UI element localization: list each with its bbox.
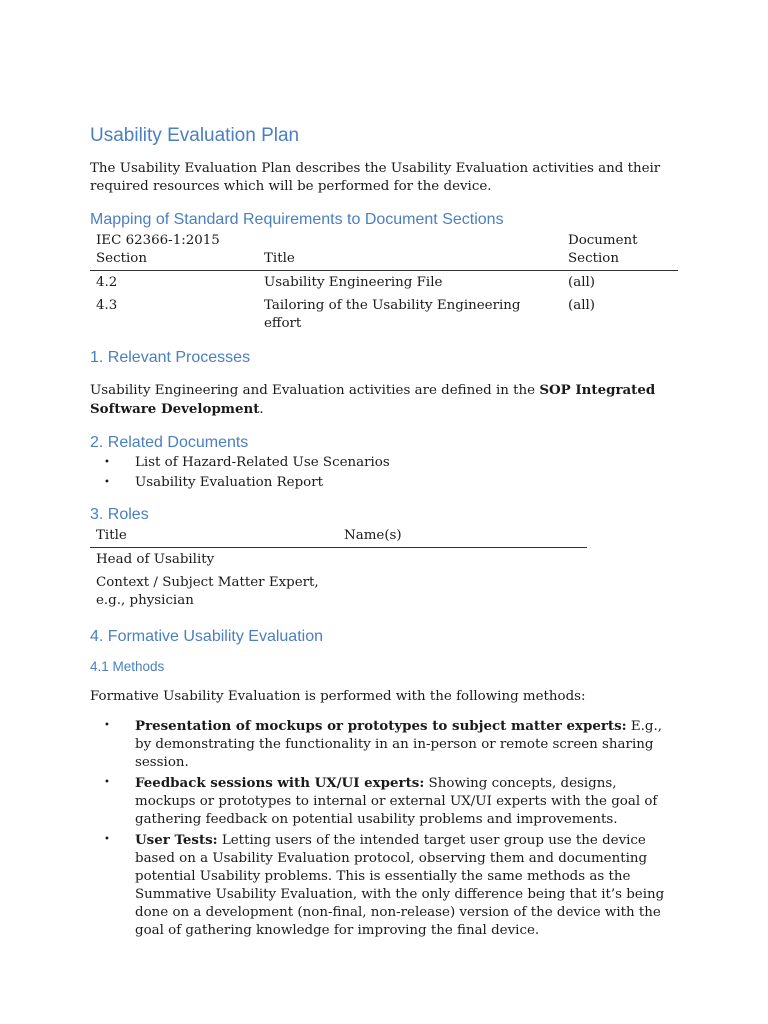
method-name: User Tests:	[135, 832, 218, 848]
list-item	[90, 717, 680, 772]
related-heading: 2. Related Documents	[90, 434, 249, 451]
table-row	[90, 294, 678, 335]
mapping-col-docsection-line1: Document	[568, 233, 638, 248]
role-names	[338, 571, 587, 612]
intro-paragraph: The Usability Evaluation Plan describes the Usability Evaluation activities and their required resources which will be performed for the device.	[90, 161, 661, 194]
processes-text: Usability Engineering and Evaluation activities are defined in the	[90, 383, 540, 398]
mapping-col-section-line2: Section	[96, 251, 147, 266]
list-item	[90, 454, 680, 472]
mapping-col-title: Title	[258, 232, 562, 271]
related-item-text: List of Hazard-Related Use Scenarios	[135, 455, 390, 470]
bullet-icon: •	[104, 720, 110, 731]
roles-table	[90, 527, 587, 612]
bullet-icon: •	[104, 834, 110, 845]
role-title: Context / Subject Matter Expert, e.g., physician	[96, 575, 319, 608]
related-documents-list	[90, 454, 680, 492]
methods-intro: Formative Usability Evaluation is performed with the following methods:	[90, 689, 586, 704]
document-title: Usability Evaluation Plan	[90, 125, 300, 146]
document-content	[90, 123, 680, 940]
mapping-table	[90, 232, 678, 335]
mapping-heading: Mapping of Standard Requirements to Document Sections	[90, 211, 504, 228]
mapping-cell-docsection: (all)	[568, 275, 595, 290]
mapping-col-docsection	[562, 232, 678, 271]
bullet-icon: •	[104, 477, 110, 488]
methods-heading: 4.1 Methods	[90, 659, 165, 674]
role-title: Head of Usability	[96, 552, 215, 567]
methods-list	[90, 717, 680, 940]
bullet-icon: •	[104, 777, 110, 788]
mapping-cell-section: 4.3	[96, 298, 118, 313]
method-name: Presentation of mockups or prototypes to subject matter experts:	[135, 718, 627, 734]
list-item	[90, 774, 680, 829]
mapping-cell-section: 4.2	[96, 275, 118, 290]
mapping-col-section	[90, 232, 258, 271]
roles-col-names: Name(s)	[338, 527, 587, 548]
processes-sop-link-text: SOP Integrated Software Development	[90, 382, 656, 417]
method-name: Feedback sessions with UX/UI experts:	[135, 775, 425, 791]
list-item	[90, 474, 680, 492]
table-row	[90, 571, 587, 612]
list-item	[90, 831, 680, 940]
mapping-cell-title: Tailoring of the Usability Engineering effort	[264, 298, 521, 331]
table-row	[90, 271, 678, 295]
processes-heading: 1. Relevant Processes	[90, 349, 251, 366]
roles-heading: 3. Roles	[90, 506, 149, 523]
role-names	[338, 548, 587, 572]
bullet-icon: •	[104, 457, 110, 468]
related-item-text: Usability Evaluation Report	[135, 475, 324, 490]
mapping-cell-docsection: (all)	[568, 298, 595, 313]
mapping-col-docsection-line2: Section	[568, 251, 619, 266]
mapping-cell-title: Usability Engineering File	[264, 275, 443, 290]
processes-paragraph	[90, 381, 680, 419]
processes-text-end: .	[259, 402, 264, 417]
mapping-table-header	[90, 232, 678, 271]
method-description: Showing concepts, designs, mockups or prototypes to internal or external UX/UI experts with the goal of gathering feedback on potential usability problems and improvements.	[135, 776, 658, 827]
roles-col-title: Title	[90, 527, 338, 548]
method-description: E.g., by demonstrating the functionality in an in-person or remote screen sharing session.	[135, 719, 662, 770]
method-description: Letting users of the intended target user group use the device based on a Usability Evaluation protocol, observing them and documenting potential Usability problems. This is essentially the same methods as the Summative Usability Evaluation, with the only difference being that it’s being done on a development (non-final, non-release) version of the device with the goal of gathering knowledge for improving the final device.	[135, 833, 665, 938]
roles-table-header	[90, 527, 587, 548]
mapping-col-section-line1: IEC 62366-1:2015	[96, 233, 220, 248]
formative-heading: 4. Formative Usability Evaluation	[90, 628, 323, 645]
table-row	[90, 548, 587, 572]
